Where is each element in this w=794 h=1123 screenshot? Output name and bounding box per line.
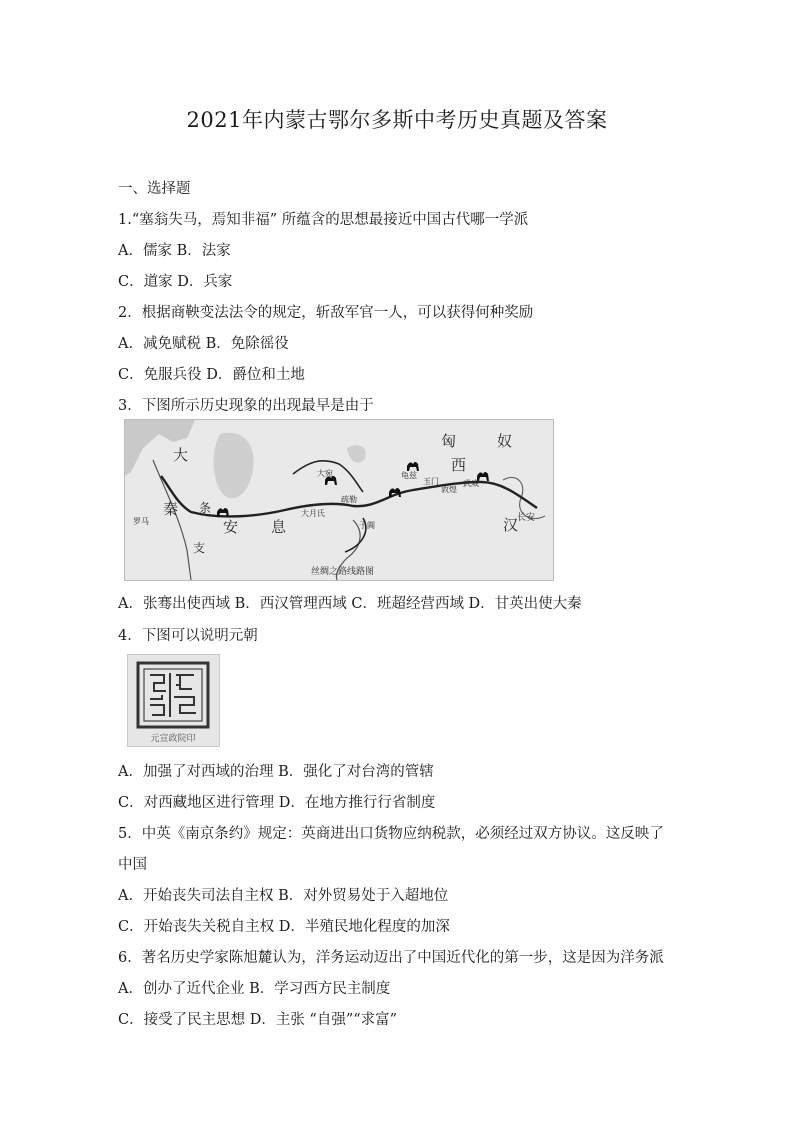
- map-caption: 丝绸之路线路图: [311, 567, 375, 577]
- map-label-tiao: 条: [199, 501, 212, 515]
- question-3: 3．下图所示历史现象的出现最早是由于: [118, 398, 374, 414]
- map-label-qin: 秦: [163, 500, 179, 518]
- question-1: 1.“塞翁失马，焉知非福” 所蕴含的思想最接近中国古代哪一学派: [118, 212, 529, 228]
- map-label-han: 汉: [503, 516, 519, 534]
- map-label-changan: 长安: [517, 513, 536, 523]
- question-5: 5．中英《南京条约》规定：英商进出口货物应纳税款，必须经过双方协议。这反映了: [118, 826, 664, 842]
- q6-options-ab: A．创办了近代企业 B．学习西方民主制度: [118, 981, 391, 997]
- q2-options-ab: A．减免赋税 B．免除徭役: [118, 336, 289, 352]
- map-label-dunhuang: 敦煌: [441, 485, 457, 494]
- map-label-wuwei: 武威: [463, 479, 479, 488]
- map-label-xi-region: 息: [271, 518, 287, 536]
- map-label-luoma: 罗马: [133, 517, 149, 526]
- q5-options-cd: C．开始丧失关税自主权 D．半殖民地化程度的加深: [118, 919, 450, 935]
- q4-options-ab: A．加强了对西域的治理 B．强化了对台湾的管辖: [118, 764, 434, 780]
- q6-options-cd: C．接受了民主思想 D．主张 “自强”“求富”: [118, 1012, 398, 1028]
- map-label-yutian: 于阗: [359, 521, 375, 530]
- question-2: 2．根据商鞅变法法令的规定，斩敌军官一人，可以获得何种奖励: [118, 305, 534, 321]
- question-6: 6．著名历史学家陈旭麓认为，洋务运动迈出了中国近代化的第一步，这是因为洋务派: [118, 950, 664, 966]
- q4-options-cd: C．对西藏地区进行管理 D．在地方推行行省制度: [118, 795, 436, 811]
- q2-options-cd: C．免服兵役 D．爵位和土地: [118, 367, 305, 383]
- map-label-nu: 奴: [497, 432, 513, 450]
- map-label-yumen: 玉门: [423, 477, 439, 486]
- map-label-da: 大: [173, 446, 189, 464]
- lake-shape: [214, 433, 254, 499]
- section-heading: 一、选择题: [118, 181, 191, 197]
- map-label-yuezhi: 大月氏: [301, 509, 325, 518]
- q5-options-ab: A．开始丧失司法自主权 B．对外贸易处于入超地位: [118, 888, 449, 904]
- question-4: 4．下图可以说明元朝: [118, 628, 258, 644]
- map-label-dayuan: 大宛: [317, 469, 333, 478]
- map-label-zhi: 支: [193, 541, 206, 555]
- map-label-an: 安: [223, 518, 239, 536]
- map-label-shule: 疏勒: [341, 495, 357, 504]
- q1-options-ab: A．儒家 B．法家: [118, 243, 231, 259]
- map-label-xiong: 匈: [441, 432, 457, 450]
- map-label-xi-west: 西: [451, 456, 467, 474]
- silk-road-map: [124, 419, 554, 581]
- page-title: 2021年内蒙古鄂尔多斯中考历史真题及答案: [186, 108, 608, 132]
- map-label-qiuci: 龟兹: [401, 471, 417, 480]
- question-5-cont: 中国: [118, 857, 147, 873]
- yuan-seal-image: [127, 654, 220, 747]
- seal-caption: 元宣政院印: [150, 734, 196, 744]
- q1-options-cd: C．道家 D．兵家: [118, 274, 233, 290]
- camel-icon: [407, 462, 419, 471]
- river-line: [153, 460, 191, 580]
- seal-script-pattern: [150, 673, 196, 717]
- q3-options: A．张骞出使西域 B．西汉管理西域 C．班超经营西域 D．甘英出使大秦: [118, 596, 582, 612]
- lake-shape-small: [347, 445, 366, 462]
